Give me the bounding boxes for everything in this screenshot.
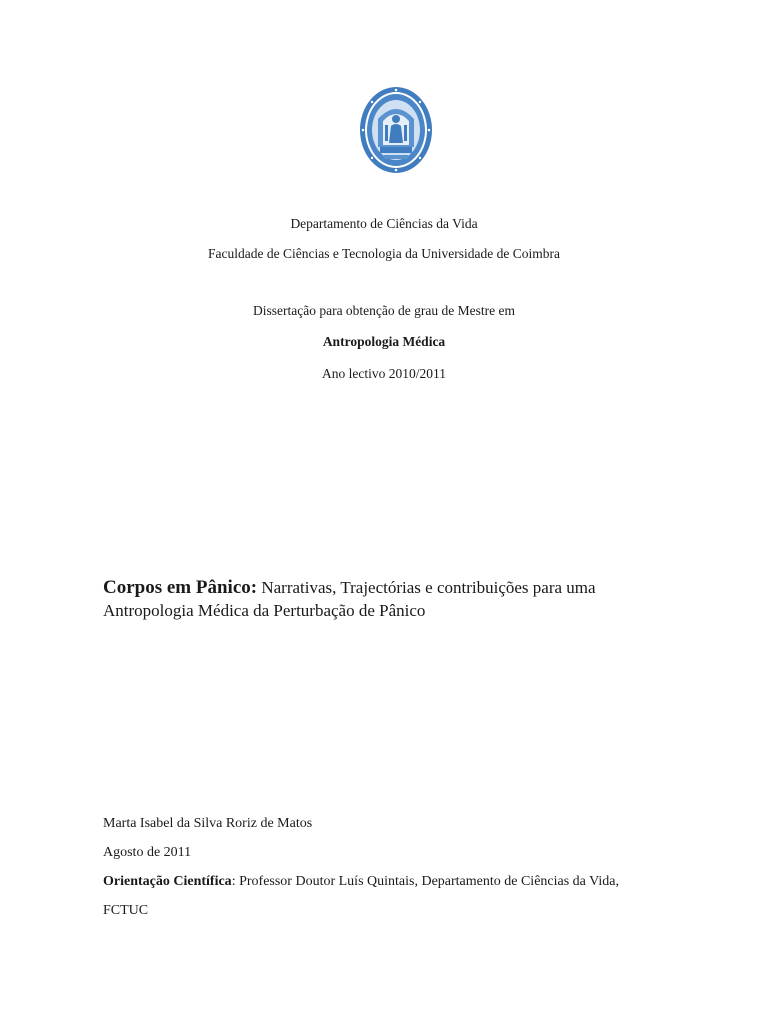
faculty-name: Faculdade de Ciências e Tecnologia da Universidade de Coimbra: [208, 246, 560, 261]
department-name: Departamento de Ciências da Vida: [290, 216, 478, 231]
supervision-text-line2: FCTUC: [103, 903, 149, 918]
dissertation-line: Dissertação para obtenção de grau de Mestre em: [252, 303, 515, 318]
author-name: Marta Isabel da Silva Roriz de Matos: [103, 816, 313, 831]
university-seal-icon: [358, 85, 434, 175]
thesis-subtitle-line1: Narrativas, Trajectórias e contribuições para uma: [257, 578, 596, 597]
degree-field: Antropologia Médica: [322, 334, 446, 349]
submission-date: Agosto de 2011: [103, 845, 192, 860]
thesis-title: [103, 576, 703, 622]
supervision-line: [103, 873, 619, 891]
supervision-text: : Professor Doutor Luís Quintais, Departamento de Ciências da Vida,: [231, 874, 620, 889]
academic-year: Ano lectivo 2010/2011: [322, 366, 446, 381]
thesis-main-title: Corpos em Pânico:: [103, 577, 258, 598]
thesis-subtitle-line2: Antropologia Médica da Perturbação de Pânico: [103, 601, 426, 620]
supervision-label: Orientação Científica: [103, 874, 232, 889]
